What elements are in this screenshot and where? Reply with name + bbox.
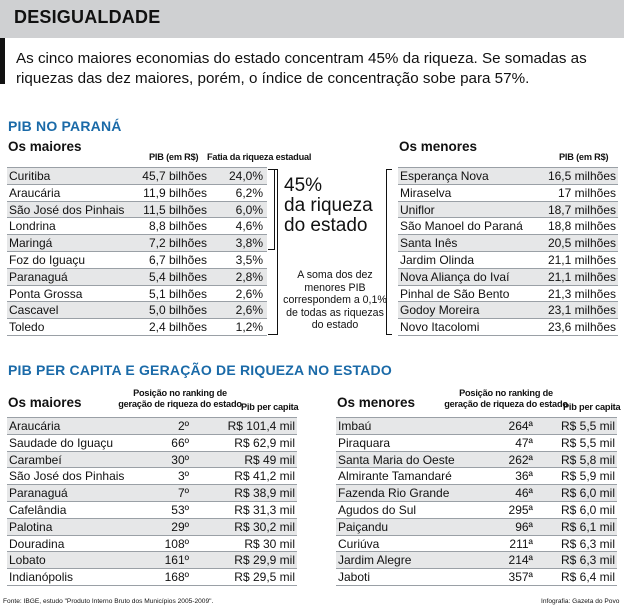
city-cell: Jardim Olinda [400,253,475,267]
city-cell: Agudos do Sul [338,503,417,517]
city-cell: Paranaguá [9,486,68,501]
city-cell: Nova Aliança do Ivaí [400,269,510,284]
table-row [398,167,618,184]
pib-cell: 6,7 bilhões [148,253,207,267]
table-row [398,268,618,285]
percapita-cell: R$ 5,8 mil [560,452,615,467]
lead-accent-bar [0,38,5,84]
lead-paragraph: As cinco maiores economias do estado concentram 45% da riqueza. Se somadas as riquezas das dez maiores, porém, o índice de concentração sobe para 57%. [16,50,587,87]
pib-maiores-title: Os maiores [8,139,82,154]
table-row [7,268,267,285]
city-cell: São Manoel do Paraná [400,219,523,234]
table-row [7,484,297,501]
rank-cell: 47ª [515,435,533,450]
percapita-cell: R$ 41,2 mil [234,469,295,484]
pib-cell: 20,5 milhões [547,236,616,251]
table-row [336,467,617,484]
city-cell: Santa Inês [400,236,458,251]
section-title-percapita: PIB PER CAPITA E GERAÇÃO DE RIQUEZA NO ESTADO [8,362,392,378]
pc-maiores-col-pc: Pib per capita [241,402,299,412]
city-cell: São José dos Pinhais [9,469,125,484]
rank-cell: 262ª [508,452,533,467]
table-row [336,484,617,501]
table-row [7,518,297,535]
city-cell: Paiçandu [338,519,389,534]
table-row [336,417,617,434]
table-row [7,551,297,568]
percapita-cell: R$ 31,3 mil [234,503,295,517]
table-row [336,551,617,568]
percapita-cell: R$ 6,3 mil [560,536,615,551]
pc-maiores-col-rank: Posição no ranking de geração de riqueza do estado [118,388,242,409]
table-row [398,318,618,335]
rank-cell: 357ª [508,570,533,585]
city-cell: Fazenda Rio Grande [338,486,450,501]
table-row [7,285,267,302]
table-row [7,251,267,268]
table-row [7,434,297,451]
fatia-cell: 6,2% [235,185,263,200]
table-row [7,467,297,484]
city-cell: Curiúva [338,536,380,551]
pib-cell: 45,7 bilhões [142,169,207,183]
fatia-cell: 3,8% [235,236,263,251]
fatia-cell: 4,6% [235,219,263,234]
rank-cell: 168º [164,570,189,585]
pib-cell: 2,4 bilhões [148,320,207,335]
table-row [336,535,617,552]
table-bottom-rule [336,585,617,586]
city-cell: Araucária [9,185,61,200]
percapita-cell: R$ 101,4 mil [227,419,295,433]
table-row [7,501,297,518]
header-bar [0,0,624,38]
pib-cell: 21,1 milhões [547,253,616,267]
table-row [336,568,617,585]
city-cell: Cafelândia [9,503,67,517]
city-cell: Santa Maria do Oeste [338,452,455,467]
brace-top10 [268,169,278,335]
footer-credit: Infografia: Gazeta do Povo [541,598,620,605]
table-row [7,184,267,201]
city-cell: Esperança Nova [400,169,489,183]
note-small-pib: A soma dos dez menores PIB correspondem a 0,1% de todas as riquezas do estado [283,269,387,332]
rank-cell: 29º [171,519,189,534]
percapita-cell: R$ 6,1 mil [560,519,615,534]
city-cell: Imbaú [338,419,372,433]
fatia-cell: 2,6% [235,303,263,318]
rank-cell: 214ª [508,553,533,568]
city-cell: Douradina [9,536,65,551]
fatia-cell: 3,5% [235,253,263,267]
percapita-cell: R$ 38,9 mil [234,486,295,501]
pib-maiores-col-pib: PIB (em R$) [149,152,199,162]
rank-cell: 96ª [515,519,533,534]
city-cell: Piraquara [338,435,391,450]
fatia-cell: 2,8% [235,269,263,284]
footer-source: Fonte: IBGE, estudo "Produto Interno Bruto dos Municípios 2005-2009". [3,598,214,605]
rank-cell: 30º [171,452,189,467]
pib-cell: 5,4 bilhões [148,269,207,284]
percapita-cell: R$ 5,5 mil [560,435,615,450]
table-row [7,234,267,251]
city-cell: Novo Itacolomi [400,320,480,335]
city-cell: Cascavel [9,303,59,318]
table-row [7,535,297,552]
city-cell: Godoy Moreira [400,303,480,318]
table-row [336,501,617,518]
table-row [7,451,297,468]
city-cell: Carambeí [9,452,62,467]
pc-menores-title: Os menores [337,395,416,410]
table-row [7,201,267,218]
city-cell: Foz do Iguaçu [9,253,86,267]
table-row [398,301,618,318]
percapita-cell: R$ 6,4 mil [560,570,615,585]
rank-cell: 53º [171,503,189,517]
table-row [7,167,267,184]
table-row [7,417,297,434]
percapita-cell: R$ 49 mil [244,452,295,467]
fatia-cell: 24,0% [228,169,263,183]
table-row [336,434,617,451]
percapita-cell: R$ 5,5 mil [560,419,615,433]
city-cell: Ponta Grossa [9,286,83,301]
pib-cell: 7,2 bilhões [148,236,207,251]
pib-cell: 18,8 milhões [547,219,616,234]
brace-menores [386,169,392,335]
city-cell: Indianópolis [9,570,74,585]
pib-cell: 16,5 milhões [547,169,616,183]
table-row [7,217,267,234]
city-cell: São José dos Pinhais [9,202,125,217]
city-cell: Maringá [9,236,53,251]
rank-cell: 161º [164,553,189,568]
table-bottom-rule [7,335,267,336]
pib-cell: 5,0 bilhões [148,303,207,318]
percapita-cell: R$ 6,0 mil [560,486,615,501]
table-row [398,184,618,201]
percapita-cell: R$ 6,0 mil [560,503,615,517]
percapita-cell: R$ 6,3 mil [560,553,615,568]
pib-cell: 23,1 milhões [547,303,616,318]
table-row [398,251,618,268]
callout-45-line3: do estado [284,215,368,236]
percapita-cell: R$ 29,9 mil [234,553,295,568]
pib-cell: 5,1 bilhões [148,286,207,301]
rank-cell: 2º [177,419,189,433]
pib-cell: 11,9 bilhões [143,185,207,200]
pib-cell: 21,3 milhões [547,286,616,301]
city-cell: Uniflor [400,202,435,217]
table-row [336,518,617,535]
pib-cell: 8,8 bilhões [148,219,207,234]
pc-maiores-title: Os maiores [8,395,82,410]
pib-maiores-col-fatia: Fatia da riqueza estadual [207,152,312,162]
pib-cell: 17 milhões [557,185,616,200]
pib-menores-title: Os menores [399,139,478,154]
percapita-cell: R$ 29,5 mil [234,570,295,585]
pc-menores-col-pc: Pib per capita [563,402,621,412]
city-cell: Almirante Tamandaré [338,469,452,484]
city-cell: Jardim Alegre [338,553,412,568]
table-row [336,451,617,468]
pc-menores-col-rank: Posição no ranking de geração de riqueza do estado [444,388,568,409]
rank-cell: 36ª [515,469,533,484]
city-cell: Jaboti [338,570,371,585]
fatia-cell: 1,2% [235,320,263,335]
percapita-cell: R$ 30,2 mil [234,519,295,534]
table-row [398,234,618,251]
rank-cell: 295ª [508,503,533,517]
city-cell: Lobato [9,553,46,568]
table-row [7,568,297,585]
percapita-cell: R$ 30 mil [244,536,295,551]
city-cell: Paranaguá [9,269,68,284]
rank-cell: 264ª [508,419,533,433]
fatia-cell: 2,6% [235,286,263,301]
callout-45-line2: da riqueza [284,195,373,216]
city-cell: Saudade do Iguaçu [9,435,114,450]
rank-cell: 3º [177,469,189,484]
pib-cell: 23,6 milhões [547,320,616,335]
pib-menores-col-pib: PIB (em R$) [559,152,609,162]
rank-cell: 7º [177,486,189,501]
table-row [398,201,618,218]
city-cell: Araucária [9,419,61,433]
rank-cell: 66º [171,435,189,450]
table-row [398,285,618,302]
percapita-cell: R$ 5,9 mil [560,469,615,484]
table-bottom-rule [398,335,618,336]
percapita-cell: R$ 62,9 mil [234,435,295,450]
city-cell: Toledo [9,320,45,335]
table-row [7,301,267,318]
rank-cell: 46ª [515,486,533,501]
rank-cell: 211ª [509,536,533,551]
pib-cell: 11,5 bilhões [143,202,207,217]
page-title: DESIGUALDADE [14,7,161,27]
table-bottom-rule [7,585,297,586]
table-row [7,318,267,335]
pib-cell: 18,7 milhões [547,202,616,217]
pib-cell: 21,1 milhões [547,269,616,284]
callout-45-line1: 45% [284,175,323,196]
city-cell: Londrina [9,219,56,234]
city-cell: Miraselva [400,185,452,200]
rank-cell: 108º [164,536,189,551]
city-cell: Palotina [9,519,53,534]
city-cell: Pinhal de São Bento [400,286,510,301]
fatia-cell: 6,0% [235,202,263,217]
city-cell: Curitiba [9,169,51,183]
callout-45 [284,176,373,236]
section-title-pib: PIB NO PARANÁ [8,118,122,134]
table-row [398,217,618,234]
